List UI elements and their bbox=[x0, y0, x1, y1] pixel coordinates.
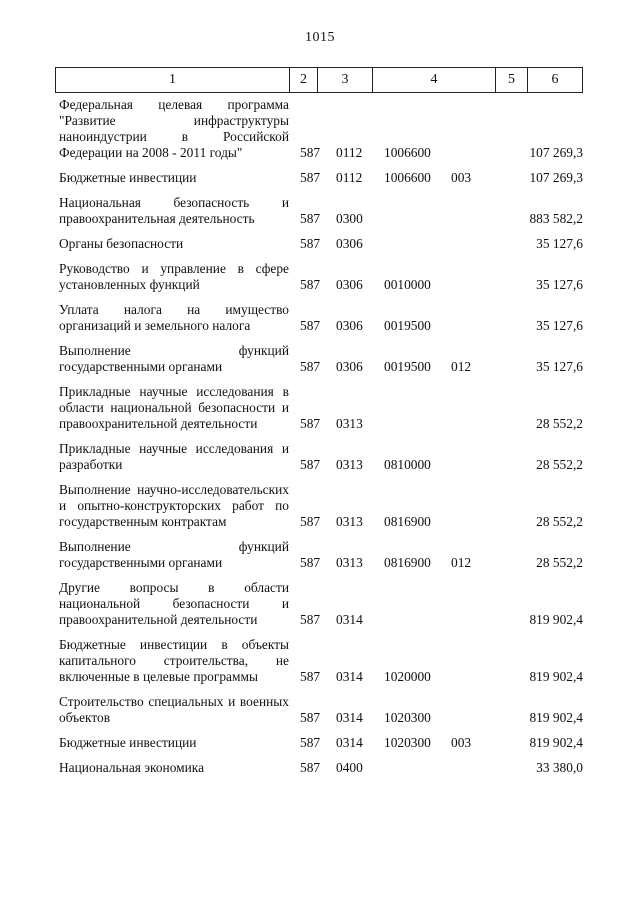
row-target-article-code: 0019500 bbox=[384, 318, 431, 333]
row-target-article-code: 1020300 bbox=[384, 710, 431, 725]
row-target-article-code: 1006600 bbox=[384, 170, 431, 185]
row-amount: 35 127,6 bbox=[536, 277, 583, 292]
row-ministry-code: 587 bbox=[300, 669, 321, 684]
row-amount: 107 269,3 bbox=[529, 170, 583, 185]
row-target-article-code: 0816900 bbox=[384, 514, 431, 529]
row-section-code: 0313 bbox=[336, 416, 363, 431]
table-row bbox=[0, 637, 640, 685]
row-amount: 28 552,2 bbox=[536, 416, 583, 431]
column-header-3: 3 bbox=[318, 68, 373, 92]
table-row bbox=[0, 170, 640, 186]
row-name: Руководство и управление в сфере установленных функций bbox=[59, 261, 289, 292]
table-row bbox=[0, 195, 640, 227]
row-name: Бюджетные инвестиции bbox=[59, 735, 197, 750]
row-section-code: 0112 bbox=[336, 170, 363, 185]
row-name: Органы безопасности bbox=[59, 236, 184, 251]
row-amount: 819 902,4 bbox=[529, 612, 583, 627]
row-target-article-code: 0810000 bbox=[384, 457, 431, 472]
row-amount: 28 552,2 bbox=[536, 514, 583, 529]
row-section-code: 0306 bbox=[336, 236, 363, 251]
row-name: Выполнение научно-исследовательских и опытно-конструкторских работ по государственным контрактам bbox=[59, 482, 289, 529]
row-name: Другие вопросы в области национальной безопасности и правоохранительной деятельности bbox=[59, 580, 289, 627]
row-amount: 35 127,6 bbox=[536, 359, 583, 374]
row-ministry-code: 587 bbox=[300, 760, 321, 775]
row-ministry-code: 587 bbox=[300, 170, 321, 185]
row-name: Прикладные научные исследования и разработки bbox=[59, 441, 289, 472]
column-header-1: 1 bbox=[56, 68, 290, 92]
table-row bbox=[0, 580, 640, 628]
row-ministry-code: 587 bbox=[300, 710, 321, 725]
row-amount: 819 902,4 bbox=[529, 669, 583, 684]
row-ministry-code: 587 bbox=[300, 236, 321, 251]
row-ministry-code: 587 bbox=[300, 457, 321, 472]
row-amount: 33 380,0 bbox=[536, 760, 583, 775]
table-row bbox=[0, 97, 640, 161]
table-row bbox=[0, 482, 640, 530]
row-name: Строительство специальных и военных объектов bbox=[59, 694, 289, 725]
row-amount: 819 902,4 bbox=[529, 710, 583, 725]
row-ministry-code: 587 bbox=[300, 416, 321, 431]
row-name: Национальная экономика bbox=[59, 760, 205, 775]
row-name: Выполнение функций государственными органами bbox=[59, 539, 289, 570]
row-amount: 883 582,2 bbox=[529, 211, 583, 226]
row-amount: 819 902,4 bbox=[529, 735, 583, 750]
table-row bbox=[0, 441, 640, 473]
table-row bbox=[0, 261, 640, 293]
row-expense-type-code: 003 bbox=[451, 735, 472, 750]
row-section-code: 0306 bbox=[336, 318, 363, 333]
row-amount: 107 269,3 bbox=[529, 145, 583, 160]
row-amount: 28 552,2 bbox=[536, 555, 583, 570]
row-name: Прикладные научные исследования в области национальной безопасности и правоохранительной деятельности bbox=[59, 384, 289, 431]
row-ministry-code: 587 bbox=[300, 359, 321, 374]
row-amount: 35 127,6 bbox=[536, 236, 583, 251]
row-target-article-code: 1020000 bbox=[384, 669, 431, 684]
table-row bbox=[0, 694, 640, 726]
row-section-code: 0112 bbox=[336, 145, 363, 160]
column-header-5: 5 bbox=[496, 68, 528, 92]
row-amount: 28 552,2 bbox=[536, 457, 583, 472]
row-section-code: 0314 bbox=[336, 612, 363, 627]
table-row bbox=[0, 539, 640, 571]
row-name: Национальная безопасность и правоохранительная деятельность bbox=[59, 195, 289, 226]
table-row bbox=[0, 384, 640, 432]
table-row bbox=[0, 760, 640, 776]
row-name: Бюджетные инвестиции bbox=[59, 170, 197, 185]
column-header-2: 2 bbox=[290, 68, 318, 92]
table-row bbox=[0, 343, 640, 375]
row-name: Выполнение функций государственными органами bbox=[59, 343, 289, 374]
row-ministry-code: 587 bbox=[300, 514, 321, 529]
row-ministry-code: 587 bbox=[300, 318, 321, 333]
table-row bbox=[0, 302, 640, 334]
row-section-code: 0313 bbox=[336, 555, 363, 570]
column-header-6: 6 bbox=[551, 72, 559, 87]
row-section-code: 0400 bbox=[336, 760, 363, 775]
row-ministry-code: 587 bbox=[300, 612, 321, 627]
table-header bbox=[55, 67, 583, 93]
row-name: Бюджетные инвестиции в объекты капитального строительства, не включенные в целевые программы bbox=[59, 637, 289, 684]
row-target-article-code: 0010000 bbox=[384, 277, 431, 292]
row-section-code: 0314 bbox=[336, 669, 363, 684]
table-row bbox=[0, 735, 640, 751]
row-target-article-code: 1006600 bbox=[384, 145, 431, 160]
row-name: Уплата налога на имущество организаций и земельного налога bbox=[59, 302, 289, 333]
row-ministry-code: 587 bbox=[300, 211, 321, 226]
row-section-code: 0313 bbox=[336, 457, 363, 472]
row-amount: 35 127,6 bbox=[536, 318, 583, 333]
column-header-4: 4 bbox=[373, 68, 496, 92]
budget-table-body bbox=[0, 97, 640, 785]
table-row bbox=[0, 236, 640, 252]
row-section-code: 0314 bbox=[336, 735, 363, 750]
row-section-code: 0306 bbox=[336, 277, 363, 292]
row-expense-type-code: 003 bbox=[451, 170, 472, 185]
row-ministry-code: 587 bbox=[300, 735, 321, 750]
row-expense-type-code: 012 bbox=[451, 555, 472, 570]
row-ministry-code: 587 bbox=[300, 277, 321, 292]
row-target-article-code: 0019500 bbox=[384, 359, 431, 374]
row-ministry-code: 587 bbox=[300, 145, 321, 160]
page-number: 1015 bbox=[305, 30, 335, 45]
row-target-article-code: 1020300 bbox=[384, 735, 431, 750]
row-section-code: 0306 bbox=[336, 359, 363, 374]
row-name: Федеральная целевая программа "Развитие инфраструктуры наноиндустрии в Российской Федерации на 2008 - 2011 годы" bbox=[59, 97, 289, 160]
row-ministry-code: 587 bbox=[300, 555, 321, 570]
row-section-code: 0313 bbox=[336, 514, 363, 529]
row-section-code: 0300 bbox=[336, 211, 363, 226]
row-target-article-code: 0816900 bbox=[384, 555, 431, 570]
row-expense-type-code: 012 bbox=[451, 359, 472, 374]
row-section-code: 0314 bbox=[336, 710, 363, 725]
